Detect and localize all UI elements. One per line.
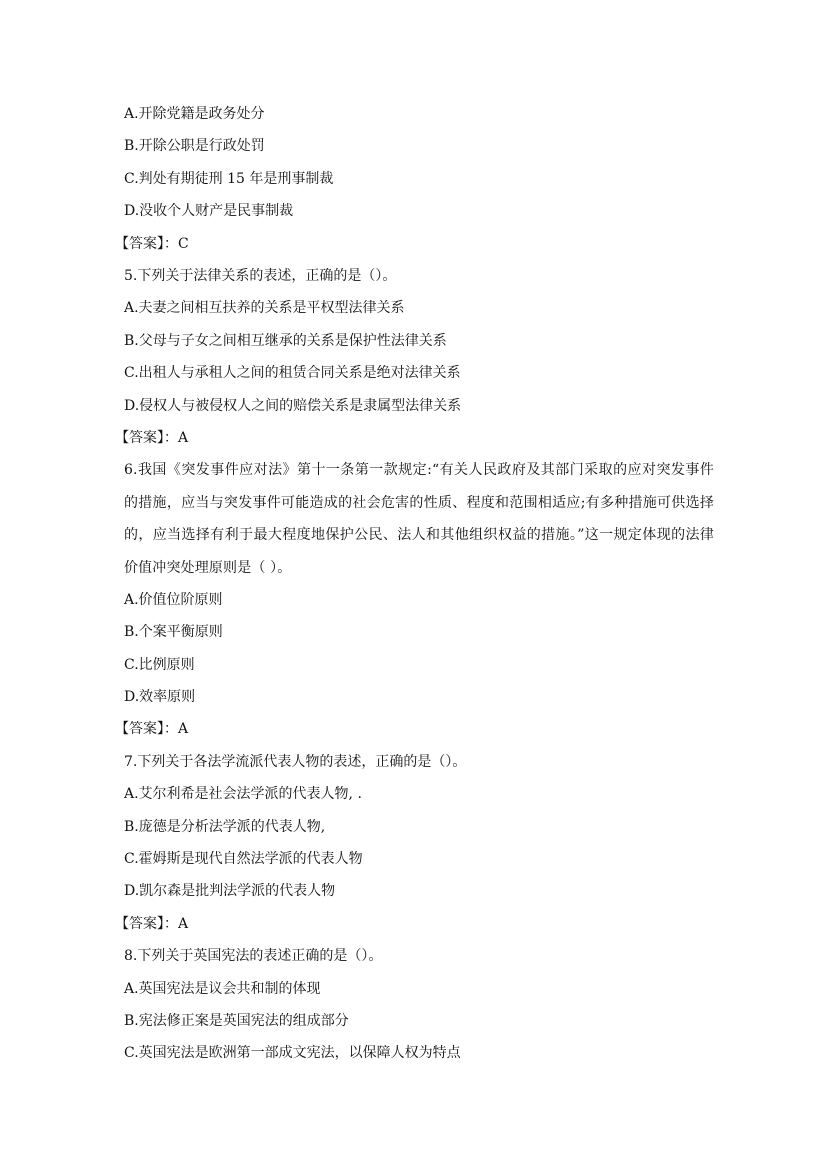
q6-option-a: A.价值位阶原则 (124, 591, 223, 608)
q8-option-a: A.英国宪法是议会共和制的体现 (124, 980, 321, 997)
q8-option-c: C.英国宪法是欧洲第一部成文宪法，以保障人权为特点 (124, 1045, 461, 1062)
q7-option-c: C.霍姆斯是现代自然法学派的代表人物 (124, 851, 363, 868)
q5-answer: 【答案】：A (115, 429, 189, 446)
q7-option-b: B.庞德是分析法学派的代表人物, (124, 818, 326, 835)
q5-stem: 5.下列关于法律关系的表述，正确的是（）。 (124, 267, 397, 284)
q6-option-c: C.比例原则 (124, 656, 195, 673)
q8-option-b: B.宪法修正案是英国宪法的组成部分 (124, 1013, 349, 1029)
q4-option-a: A.开除党籍是政务处分 (124, 106, 265, 122)
q5-option-c: C.出租人与承租人之间的租赁合同关系是绝对法律关系 (124, 365, 461, 382)
q4-answer: 【答案】：C (115, 235, 189, 252)
q7-stem: 7.下列关于各法学流派代表人物的表述，正确的是（）。 (124, 753, 467, 770)
q5-option-d: D.侵权人与被侵权人之间的赔偿关系是隶属型法律关系 (124, 397, 462, 414)
q5-option-b: B.父母与子女之间相互继承的关系是保护性法律关系 (124, 332, 447, 349)
q7-answer: 【答案】：A (115, 915, 189, 932)
q7-option-d: D.凯尔森是批判法学派的代表人物 (124, 883, 336, 900)
q6-stem: 6.我国《突发事件应对法》第十一条第一款规定:“有关人民政府及其部门采取的应对突发事件的措施，应当与突发事件可能造成的社会危害的性质、程度和范围相适应;有多种措施可供选择的，应当选择有利于最大程度地保护公民、法人和其他组织权益的措施。”这一规定体现的法律价值冲突处理原则是（ ）。 (124, 462, 714, 576)
q4-option-c: C.判处有期徒刑 15 年是刑事制裁 (124, 170, 334, 187)
q5-option-a: A.夫妻之间相互扶养的关系是平权型法律关系 (124, 300, 405, 317)
q8-stem: 8.下列关于英国宪法的表述正确的是（）。 (124, 948, 383, 965)
q7-option-a: A.艾尔利希是社会法学派的代表人物, . (124, 786, 362, 803)
q6-option-d: D.效率原则 (124, 689, 196, 706)
document-body (115, 104, 714, 1076)
q4-option-b: B.开除公职是行政处罚 (124, 138, 265, 155)
q6-answer: 【答案】：A (115, 721, 189, 738)
q6-option-b: B.个案平衡原则 (124, 624, 223, 641)
q4-option-d: D.没收个人财产是民事制裁 (124, 203, 294, 220)
